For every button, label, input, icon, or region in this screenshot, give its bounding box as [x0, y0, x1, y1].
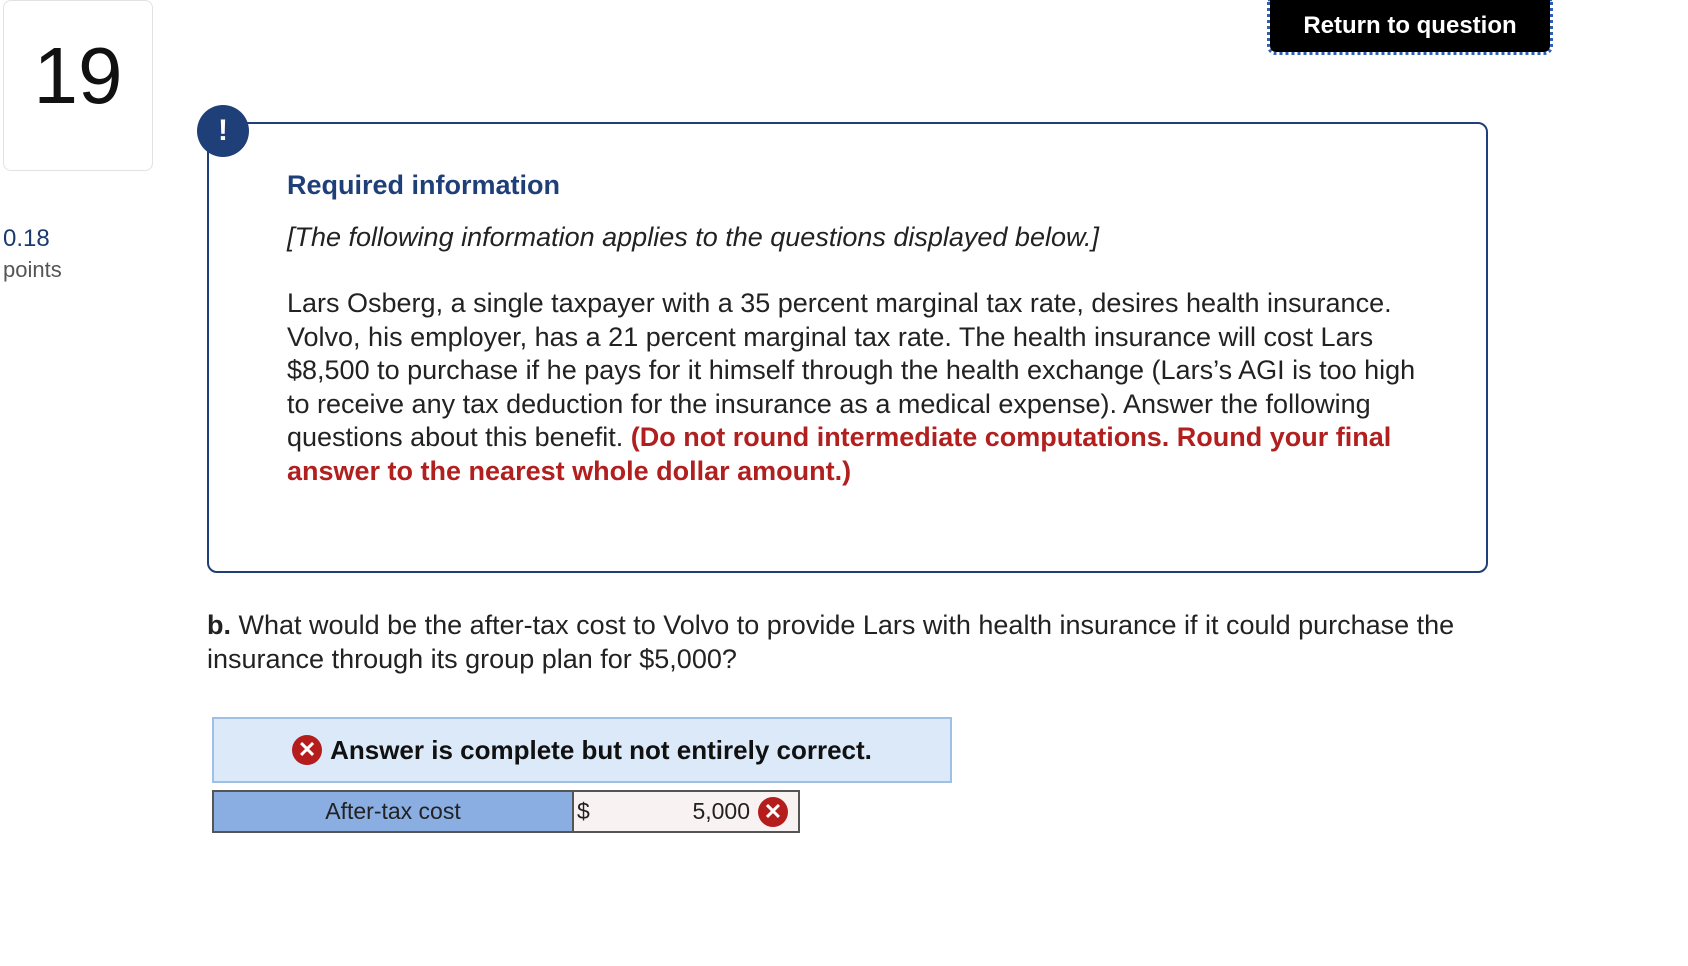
question-text — [207, 609, 1537, 676]
answer-input[interactable] — [574, 792, 798, 831]
points-value: 0.18 — [3, 225, 50, 252]
required-info-note: [The following information applies to the questions displayed below.] — [287, 222, 1099, 252]
question-part: b. — [207, 610, 231, 640]
points-label: points — [3, 257, 62, 282]
alert-icon: ! — [197, 105, 249, 157]
return-to-question-button[interactable]: Return to question — [1270, 0, 1550, 52]
incorrect-x-icon: ✕ — [758, 797, 788, 827]
x-circle-icon: ✕ — [292, 735, 322, 765]
required-info-body — [287, 287, 1427, 488]
answer-label: After-tax cost — [214, 792, 574, 831]
question-number: 19 — [33, 30, 123, 120]
required-info-text: Lars Osberg, a single taxpayer with a 35 percent marginal tax rate, desires health insurance. Volvo, his employer, has a 21 percent marginal tax rate. The health insurance will cost Lars $8,500 to purchase if he pays for it himself through the health exchange (Lars’s AGI is too high to receive any tax deduction for the insurance as a medical expense). Answer the following questions about this benefit. — [287, 288, 1416, 452]
feedback-banner — [212, 717, 952, 783]
currency-symbol: $ — [577, 798, 590, 824]
required-info-title: Required information — [287, 170, 561, 200]
answer-row — [212, 790, 800, 833]
question-body: What would be the after-tax cost to Volvo to provide Lars with health insurance if it could purchase the insurance through its group plan for $5,000? — [207, 610, 1455, 674]
rounding-instruction: (Do not round intermediate computations. Round your final answer to the nearest whole dollar amount.) — [287, 422, 1392, 486]
feedback-text: Answer is complete but not entirely correct. — [330, 734, 872, 765]
question-number-box — [3, 0, 153, 171]
answer-value: 5,000 — [692, 798, 750, 824]
